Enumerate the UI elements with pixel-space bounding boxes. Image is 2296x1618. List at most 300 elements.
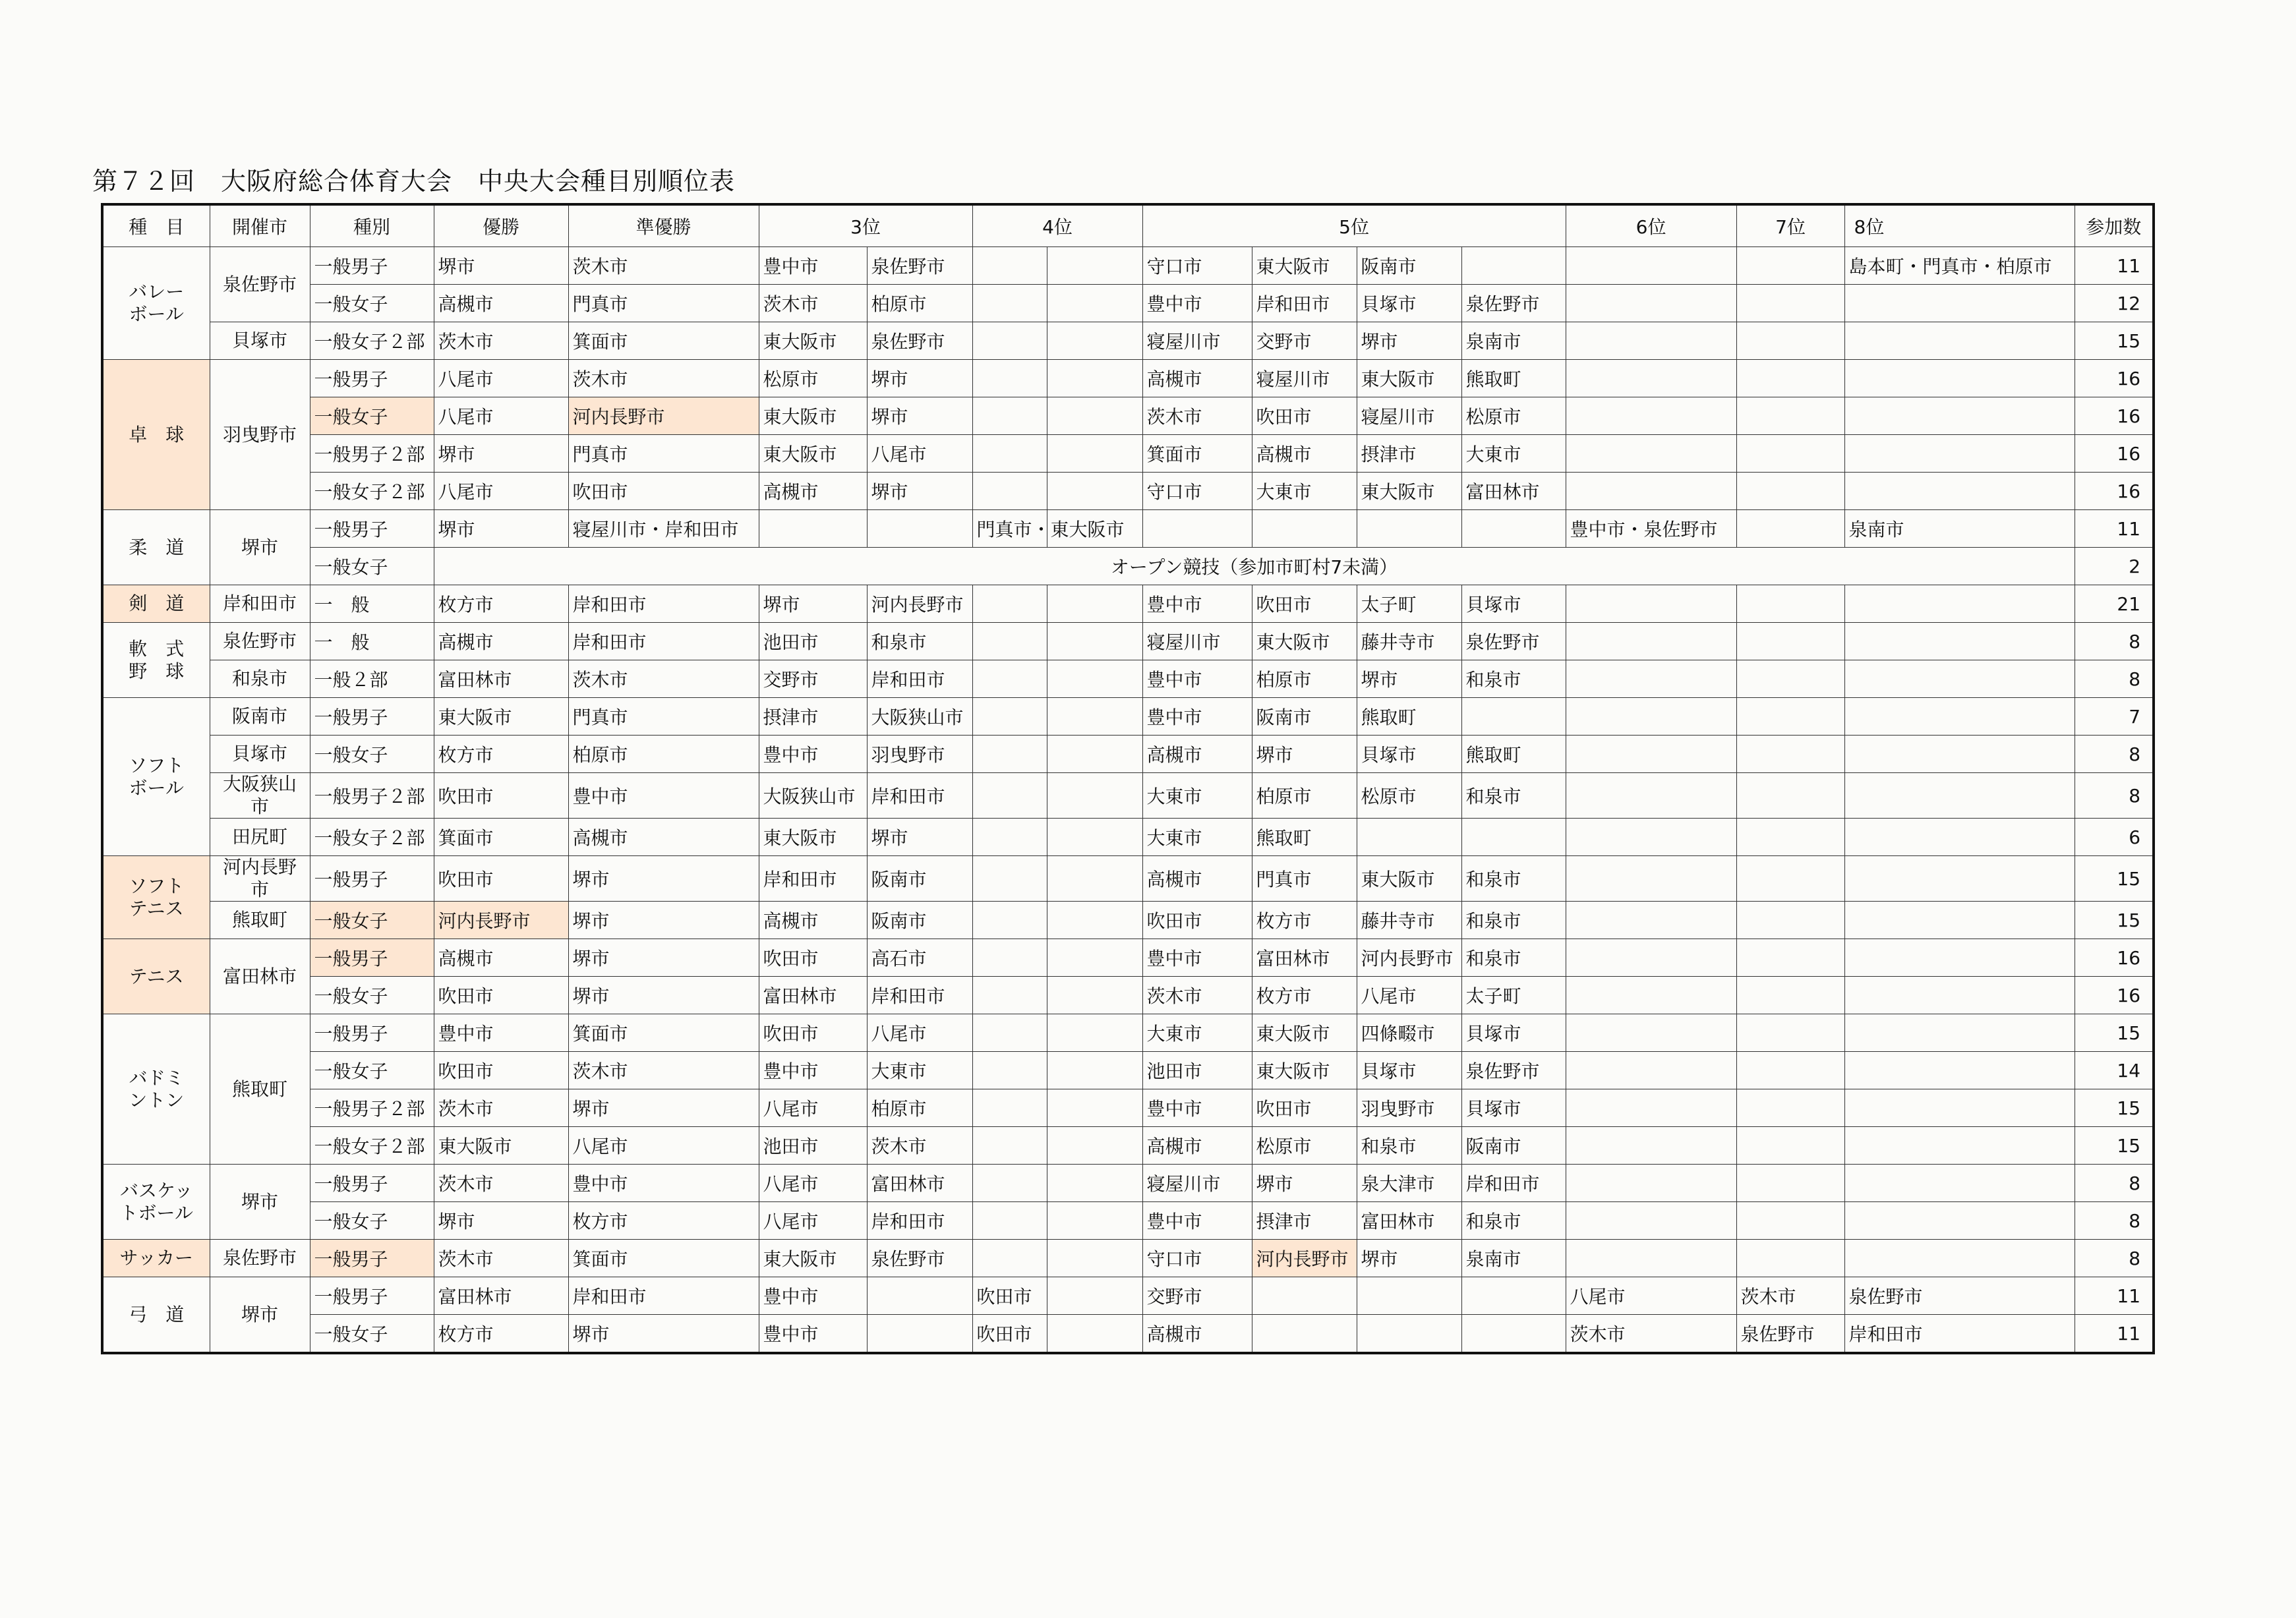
table-row	[102, 435, 2154, 473]
rank-fifth-d-cell: 貝塚市	[1461, 1089, 1566, 1127]
rank-third-a-cell: 豊中市	[759, 1277, 867, 1315]
rank-first-cell: 高槻市	[434, 285, 568, 322]
rank-fifth-b-cell	[1252, 510, 1357, 548]
participants-cell: 8	[2075, 623, 2154, 660]
rank-third-a-cell: 東大阪市	[759, 435, 867, 473]
rank-fourth-a-cell: 吹田市	[972, 1315, 1047, 1354]
table-row	[102, 939, 2154, 977]
rank-third-a-cell: 豊中市	[759, 1052, 867, 1089]
table-row	[102, 623, 2154, 660]
rank-fifth-b-cell: 高槻市	[1252, 435, 1357, 473]
rank-third-a-cell: 八尾市	[759, 1165, 867, 1202]
rank-seventh-cell	[1736, 585, 1844, 623]
rank-seventh-cell	[1736, 819, 1844, 856]
rank-fourth-a-cell	[972, 1165, 1047, 1202]
table-row	[102, 1089, 2154, 1127]
venue-cell: 阪南市	[210, 698, 310, 736]
rank-fourth-a-cell	[972, 1202, 1047, 1240]
ranking-table	[101, 203, 2155, 1354]
category-cell: 一般女子	[310, 736, 434, 773]
participants-cell: 2	[2075, 548, 2154, 585]
rank-sixth-cell	[1566, 1240, 1736, 1277]
rank-third-a-cell: 池田市	[759, 1127, 867, 1165]
rank-seventh-cell	[1736, 473, 1844, 510]
rank-fifth-b-cell: 吹田市	[1252, 397, 1357, 435]
sport-cell: 軟 式 野 球	[102, 623, 210, 698]
rank-fifth-b-cell: 東大阪市	[1252, 247, 1357, 285]
header-8th: 8位	[1844, 204, 2075, 247]
rank-third-b-cell: 堺市	[867, 473, 972, 510]
rank-fourth-a-cell	[972, 660, 1047, 698]
rank-sixth-cell	[1566, 736, 1736, 773]
rank-third-b-cell: 柏原市	[867, 1089, 972, 1127]
rank-second-cell: 八尾市	[568, 1127, 759, 1165]
rank-fifth-a-cell: 豊中市	[1142, 939, 1252, 977]
venue-cell: 河内長野市	[210, 856, 310, 902]
table-row	[102, 1277, 2154, 1315]
rank-fourth-a-cell: 門真市・東大阪市	[972, 510, 1047, 548]
rank-fifth-a-cell: 高槻市	[1142, 736, 1252, 773]
rank-first-cell: 堺市	[434, 435, 568, 473]
rank-fourth-b-cell	[1047, 473, 1142, 510]
rank-fourth-a-cell	[972, 247, 1047, 285]
rank-first-cell: 堺市	[434, 247, 568, 285]
table-row	[102, 1315, 2154, 1354]
rank-fifth-d-cell: 和泉市	[1461, 773, 1566, 819]
rank-fourth-a-cell	[972, 473, 1047, 510]
rank-fourth-a-cell	[972, 1014, 1047, 1052]
rank-seventh-cell: 泉佐野市	[1736, 1315, 1844, 1354]
participants-cell: 15	[2075, 902, 2154, 939]
rank-fifth-d-cell	[1461, 698, 1566, 736]
rank-sixth-cell: 茨木市	[1566, 1315, 1736, 1354]
rank-sixth-cell	[1566, 397, 1736, 435]
rank-fifth-a-cell: 豊中市	[1142, 1202, 1252, 1240]
rank-third-a-cell: 堺市	[759, 585, 867, 623]
rank-fifth-c-cell	[1357, 819, 1461, 856]
venue-cell: 堺市	[210, 1277, 310, 1354]
rank-third-a-cell: 東大阪市	[759, 397, 867, 435]
rank-fifth-a-cell: 豊中市	[1142, 698, 1252, 736]
rank-eighth-cell	[1844, 819, 2075, 856]
category-cell: 一般男子２部	[310, 773, 434, 819]
rank-fifth-c-cell: 寝屋川市	[1357, 397, 1461, 435]
page-title: 第７２回 大阪府総合体育大会 中央大会種目別順位表	[92, 167, 736, 196]
rank-fifth-c-cell: 河内長野市	[1357, 939, 1461, 977]
rank-second-cell: 岸和田市	[568, 585, 759, 623]
rank-fifth-a-cell: 豊中市	[1142, 660, 1252, 698]
rank-second-cell: 箕面市	[568, 1240, 759, 1277]
venue-cell: 貝塚市	[210, 736, 310, 773]
rank-second-cell: 茨木市	[568, 1052, 759, 1089]
venue-cell: 貝塚市	[210, 322, 310, 360]
rank-fifth-c-cell: 東大阪市	[1357, 856, 1461, 902]
rank-seventh-cell	[1736, 510, 1844, 548]
rank-first-cell: 八尾市	[434, 473, 568, 510]
rank-fourth-a-cell	[972, 1089, 1047, 1127]
rank-eighth-cell	[1844, 435, 2075, 473]
rank-fifth-b-cell: 吹田市	[1252, 1089, 1357, 1127]
rank-fourth-b-cell	[1047, 1240, 1142, 1277]
rank-fifth-d-cell: 熊取町	[1461, 736, 1566, 773]
category-cell: 一般女子２部	[310, 473, 434, 510]
rank-third-a-cell: 岸和田市	[759, 856, 867, 902]
rank-fourth-b-cell	[1047, 736, 1142, 773]
participants-cell: 8	[2075, 1240, 2154, 1277]
rank-fourth-a-cell	[972, 360, 1047, 397]
rank-second-cell: 河内長野市	[568, 397, 759, 435]
rank-first-cell: 堺市	[434, 510, 568, 548]
category-cell: 一般女子	[310, 397, 434, 435]
table-row	[102, 397, 2154, 435]
rank-sixth-cell	[1566, 322, 1736, 360]
rank-fifth-c-cell: 太子町	[1357, 585, 1461, 623]
rank-fifth-b-cell: 堺市	[1252, 736, 1357, 773]
category-cell: 一般男子	[310, 939, 434, 977]
rank-second-cell: 吹田市	[568, 473, 759, 510]
table-row	[102, 473, 2154, 510]
participants-cell: 16	[2075, 473, 2154, 510]
rank-eighth-cell	[1844, 1202, 2075, 1240]
rank-third-b-cell: 富田林市	[867, 1165, 972, 1202]
rank-fifth-d-cell: 和泉市	[1461, 856, 1566, 902]
category-cell: 一般女子	[310, 977, 434, 1014]
rank-fifth-b-cell: 柏原市	[1252, 773, 1357, 819]
rank-eighth-cell	[1844, 397, 2075, 435]
rank-third-a-cell: 高槻市	[759, 902, 867, 939]
rank-second-cell: 箕面市	[568, 322, 759, 360]
rank-eighth-cell	[1844, 360, 2075, 397]
participants-cell: 8	[2075, 660, 2154, 698]
rank-fifth-d-cell	[1461, 819, 1566, 856]
participants-cell: 16	[2075, 397, 2154, 435]
venue-cell: 富田林市	[210, 939, 310, 1014]
rank-third-a-cell: 大阪狭山市	[759, 773, 867, 819]
sport-cell: 柔 道	[102, 510, 210, 585]
participants-cell: 6	[2075, 819, 2154, 856]
rank-third-b-cell	[867, 1277, 972, 1315]
rank-fifth-b-cell: 大東市	[1252, 473, 1357, 510]
venue-cell: 堺市	[210, 1165, 310, 1240]
header-4th: 4位	[972, 204, 1142, 247]
rank-eighth-cell	[1844, 1052, 2075, 1089]
rank-third-b-cell: 河内長野市	[867, 585, 972, 623]
category-cell: 一般男子	[310, 1240, 434, 1277]
participants-cell: 14	[2075, 1052, 2154, 1089]
sport-cell: 卓 球	[102, 360, 210, 510]
rank-fifth-c-cell: 藤井寺市	[1357, 902, 1461, 939]
rank-third-a-cell: 池田市	[759, 623, 867, 660]
venue-cell: 岸和田市	[210, 585, 310, 623]
table-row	[102, 977, 2154, 1014]
rank-fifth-c-cell: 八尾市	[1357, 977, 1461, 1014]
note-cell: オープン競技（参加市町村7未満）	[434, 548, 2075, 585]
sport-cell: ソフト ボール	[102, 698, 210, 856]
rank-third-b-cell: 泉佐野市	[867, 247, 972, 285]
rank-fifth-c-cell: 貝塚市	[1357, 285, 1461, 322]
rank-seventh-cell	[1736, 623, 1844, 660]
participants-cell: 7	[2075, 698, 2154, 736]
rank-fifth-a-cell: 茨木市	[1142, 397, 1252, 435]
table-row	[102, 698, 2154, 736]
rank-fifth-b-cell: 東大阪市	[1252, 1052, 1357, 1089]
category-cell: 一般女子２部	[310, 322, 434, 360]
rank-fourth-b-cell	[1047, 623, 1142, 660]
rank-third-b-cell: 高石市	[867, 939, 972, 977]
rank-fifth-d-cell	[1461, 247, 1566, 285]
rank-second-cell: 茨木市	[568, 247, 759, 285]
rank-first-cell: 枚方市	[434, 585, 568, 623]
rank-eighth-cell	[1844, 1089, 2075, 1127]
header-6th: 6位	[1566, 204, 1736, 247]
rank-eighth-cell: 島本町・門真市・柏原市	[1844, 247, 2075, 285]
rank-seventh-cell	[1736, 1014, 1844, 1052]
rank-fifth-a-cell: 高槻市	[1142, 1315, 1252, 1354]
rank-third-a-cell: 豊中市	[759, 736, 867, 773]
rank-sixth-cell	[1566, 1202, 1736, 1240]
category-cell: 一般女子	[310, 902, 434, 939]
rank-fourth-a-cell	[972, 939, 1047, 977]
rank-third-a-cell: 交野市	[759, 660, 867, 698]
rank-sixth-cell	[1566, 819, 1736, 856]
rank-fifth-d-cell: 泉南市	[1461, 1240, 1566, 1277]
rank-eighth-cell	[1844, 473, 2075, 510]
rank-second-cell: 門真市	[568, 285, 759, 322]
participants-cell: 16	[2075, 435, 2154, 473]
table-row	[102, 773, 2154, 819]
rank-seventh-cell	[1736, 1127, 1844, 1165]
rank-fifth-b-cell: 枚方市	[1252, 902, 1357, 939]
rank-sixth-cell	[1566, 939, 1736, 977]
rank-seventh-cell	[1736, 1202, 1844, 1240]
rank-third-b-cell: 茨木市	[867, 1127, 972, 1165]
rank-first-cell: 枚方市	[434, 1315, 568, 1354]
rank-third-a-cell: 茨木市	[759, 285, 867, 322]
participants-cell: 15	[2075, 1127, 2154, 1165]
category-cell: 一 般	[310, 623, 434, 660]
rank-seventh-cell	[1736, 285, 1844, 322]
rank-fourth-a-cell	[972, 435, 1047, 473]
rank-fourth-b-cell	[1047, 1165, 1142, 1202]
venue-cell: 羽曳野市	[210, 360, 310, 510]
rank-first-cell: 枚方市	[434, 736, 568, 773]
header-venue: 開催市	[210, 204, 310, 247]
category-cell: 一般男子２部	[310, 1089, 434, 1127]
table-row	[102, 856, 2154, 902]
rank-fifth-d-cell: 貝塚市	[1461, 1014, 1566, 1052]
category-cell: 一般女子２部	[310, 819, 434, 856]
rank-seventh-cell	[1736, 977, 1844, 1014]
rank-fourth-a-cell	[972, 397, 1047, 435]
rank-third-b-cell: 大阪狭山市	[867, 698, 972, 736]
rank-eighth-cell	[1844, 285, 2075, 322]
rank-first-cell: 茨木市	[434, 1240, 568, 1277]
sport-cell: サッカー	[102, 1240, 210, 1277]
rank-second-cell: 岸和田市	[568, 623, 759, 660]
venue-cell: 泉佐野市	[210, 1240, 310, 1277]
rank-first-cell: 茨木市	[434, 1089, 568, 1127]
rank-fourth-b-cell	[1047, 585, 1142, 623]
rank-sixth-cell	[1566, 1127, 1736, 1165]
rank-second-cell: 岸和田市	[568, 1277, 759, 1315]
participants-cell: 8	[2075, 1165, 2154, 1202]
rank-third-b-cell: 岸和田市	[867, 977, 972, 1014]
participants-cell: 21	[2075, 585, 2154, 623]
table-row	[102, 510, 2154, 548]
table-row	[102, 285, 2154, 322]
rank-fifth-a-cell: 箕面市	[1142, 435, 1252, 473]
rank-fourth-a-cell	[972, 1240, 1047, 1277]
participants-cell: 11	[2075, 1315, 2154, 1354]
table-row	[102, 1202, 2154, 1240]
rank-first-cell: 吹田市	[434, 856, 568, 902]
rank-third-b-cell	[867, 1315, 972, 1354]
category-cell: 一般男子	[310, 856, 434, 902]
rank-fourth-a-cell	[972, 322, 1047, 360]
rank-fifth-c-cell: 東大阪市	[1357, 473, 1461, 510]
participants-cell: 15	[2075, 856, 2154, 902]
rank-fifth-a-cell: 寝屋川市	[1142, 623, 1252, 660]
rank-sixth-cell	[1566, 247, 1736, 285]
rank-fourth-b-cell	[1047, 1052, 1142, 1089]
rank-third-a-cell: 豊中市	[759, 247, 867, 285]
rank-fifth-a-cell: 守口市	[1142, 473, 1252, 510]
rank-fifth-c-cell: 堺市	[1357, 1240, 1461, 1277]
rank-third-a-cell: 八尾市	[759, 1202, 867, 1240]
rank-third-b-cell: 和泉市	[867, 623, 972, 660]
rank-first-cell: 富田林市	[434, 660, 568, 698]
rank-sixth-cell	[1566, 1165, 1736, 1202]
rank-first-cell: 吹田市	[434, 977, 568, 1014]
rank-eighth-cell	[1844, 902, 2075, 939]
rank-fifth-a-cell: 高槻市	[1142, 360, 1252, 397]
rank-fifth-d-cell: 和泉市	[1461, 1202, 1566, 1240]
rank-fourth-b-cell	[1047, 698, 1142, 736]
rank-eighth-cell: 岸和田市	[1844, 1315, 2075, 1354]
rank-first-cell: 八尾市	[434, 397, 568, 435]
rank-second-cell: 堺市	[568, 856, 759, 902]
rank-fifth-d-cell: 泉佐野市	[1461, 285, 1566, 322]
rank-first-cell: 堺市	[434, 1202, 568, 1240]
rank-fifth-a-cell: 寝屋川市	[1142, 1165, 1252, 1202]
rank-fifth-b-cell: 交野市	[1252, 322, 1357, 360]
header-7th: 7位	[1736, 204, 1844, 247]
rank-seventh-cell	[1736, 773, 1844, 819]
table-row	[102, 548, 2154, 585]
rank-fifth-d-cell: 和泉市	[1461, 939, 1566, 977]
category-cell: 一般女子２部	[310, 1127, 434, 1165]
rank-first-cell: 茨木市	[434, 322, 568, 360]
rank-fifth-a-cell: 池田市	[1142, 1052, 1252, 1089]
sport-cell: 弓 道	[102, 1277, 210, 1354]
rank-fifth-a-cell: 豊中市	[1142, 585, 1252, 623]
rank-fifth-b-cell: 吹田市	[1252, 585, 1357, 623]
table-row	[102, 819, 2154, 856]
rank-third-b-cell: 岸和田市	[867, 773, 972, 819]
rank-eighth-cell	[1844, 322, 2075, 360]
table-row	[102, 660, 2154, 698]
category-cell: 一般男子	[310, 1277, 434, 1315]
rank-second-cell: 茨木市	[568, 660, 759, 698]
category-cell: 一般女子	[310, 1202, 434, 1240]
rank-fourth-b-cell	[1047, 285, 1142, 322]
rank-seventh-cell	[1736, 902, 1844, 939]
rank-third-b-cell: 岸和田市	[867, 660, 972, 698]
rank-third-a-cell: 富田林市	[759, 977, 867, 1014]
rank-third-a-cell: 東大阪市	[759, 1240, 867, 1277]
table-row	[102, 1052, 2154, 1089]
participants-cell: 11	[2075, 1277, 2154, 1315]
rank-fourth-a-cell	[972, 856, 1047, 902]
sport-cell: 剣 道	[102, 585, 210, 623]
rank-fifth-a-cell: 寝屋川市	[1142, 322, 1252, 360]
rank-first-cell: 豊中市	[434, 1014, 568, 1052]
rank-fifth-b-cell: 河内長野市	[1252, 1240, 1357, 1277]
rank-seventh-cell	[1736, 1240, 1844, 1277]
rank-sixth-cell	[1566, 698, 1736, 736]
category-cell: 一般女子	[310, 1315, 434, 1354]
rank-first-cell: 高槻市	[434, 623, 568, 660]
rank-fifth-d-cell: 松原市	[1461, 397, 1566, 435]
rank-second-cell: 寝屋川市・岸和田市	[568, 510, 759, 548]
rank-fifth-b-cell: 阪南市	[1252, 698, 1357, 736]
rank-third-b-cell: 堺市	[867, 397, 972, 435]
rank-sixth-cell	[1566, 473, 1736, 510]
rank-fifth-b-cell: 岸和田市	[1252, 285, 1357, 322]
category-cell: 一般男子	[310, 247, 434, 285]
rank-fourth-b-cell	[1047, 1014, 1142, 1052]
rank-second-cell: 堺市	[568, 1089, 759, 1127]
table-row	[102, 1127, 2154, 1165]
rank-fifth-b-cell: 門真市	[1252, 856, 1357, 902]
rank-fourth-a-cell	[972, 773, 1047, 819]
rank-third-b-cell: 泉佐野市	[867, 322, 972, 360]
rank-seventh-cell: 茨木市	[1736, 1277, 1844, 1315]
participants-cell: 15	[2075, 1014, 2154, 1052]
rank-fifth-a-cell: 茨木市	[1142, 977, 1252, 1014]
rank-eighth-cell	[1844, 1127, 2075, 1165]
rank-first-cell: 東大阪市	[434, 1127, 568, 1165]
rank-fifth-c-cell	[1357, 1277, 1461, 1315]
rank-fifth-a-cell: 大東市	[1142, 773, 1252, 819]
rank-third-a-cell	[759, 510, 867, 548]
rank-third-b-cell: 羽曳野市	[867, 736, 972, 773]
rank-third-b-cell: 阪南市	[867, 856, 972, 902]
rank-third-b-cell: 岸和田市	[867, 1202, 972, 1240]
rank-fifth-a-cell: 大東市	[1142, 1014, 1252, 1052]
participants-cell: 8	[2075, 1202, 2154, 1240]
rank-fourth-a-cell	[972, 1127, 1047, 1165]
rank-seventh-cell	[1736, 322, 1844, 360]
rank-sixth-cell	[1566, 1052, 1736, 1089]
venue-cell: 泉佐野市	[210, 623, 310, 660]
sport-cell: バレー ボール	[102, 247, 210, 360]
rank-third-a-cell: 吹田市	[759, 939, 867, 977]
category-cell: 一般男子	[310, 360, 434, 397]
rank-seventh-cell	[1736, 1052, 1844, 1089]
venue-cell: 田尻町	[210, 819, 310, 856]
rank-second-cell: 堺市	[568, 977, 759, 1014]
rank-fourth-b-cell	[1047, 1127, 1142, 1165]
rank-seventh-cell	[1736, 397, 1844, 435]
rank-eighth-cell	[1844, 698, 2075, 736]
category-cell: 一般男子	[310, 510, 434, 548]
sport-cell: テニス	[102, 939, 210, 1014]
rank-fifth-b-cell: 摂津市	[1252, 1202, 1357, 1240]
rank-sixth-cell	[1566, 285, 1736, 322]
rank-seventh-cell	[1736, 660, 1844, 698]
rank-third-b-cell: 阪南市	[867, 902, 972, 939]
